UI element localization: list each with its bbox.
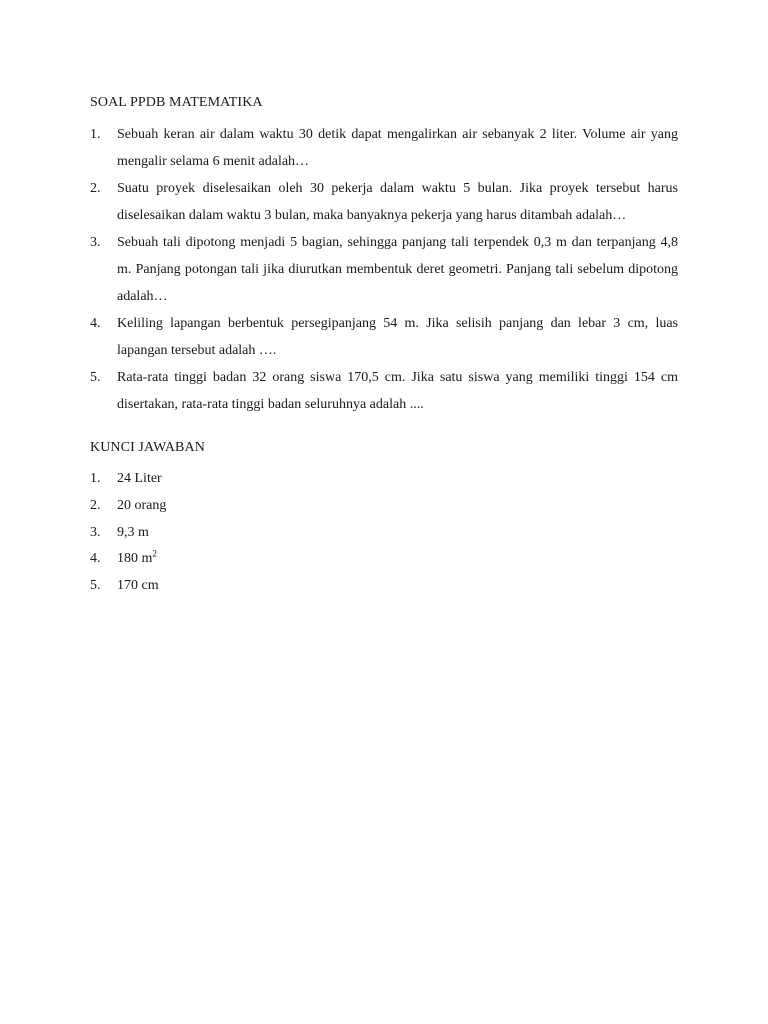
question-number: 3.	[90, 235, 101, 250]
answer-number: 2.	[90, 497, 101, 513]
answer-item	[90, 573, 166, 600]
answer-text: 180 m	[117, 551, 153, 567]
question-number: 5.	[90, 370, 101, 385]
question-item	[90, 229, 678, 310]
answer-number: 1.	[90, 471, 101, 486]
answer-item	[90, 546, 166, 573]
questions-heading: SOAL PPDB MATEMATIKA	[90, 95, 263, 110]
question-number: 4.	[90, 316, 101, 331]
answer-text: 170 cm	[117, 578, 159, 594]
answer-text: 9,3 m	[117, 524, 149, 540]
question-item	[90, 175, 678, 229]
question-item	[90, 121, 678, 175]
answer-item	[90, 466, 166, 493]
answer-item	[90, 493, 166, 520]
question-number: 2.	[90, 181, 101, 196]
question-item	[90, 310, 678, 364]
questions-list	[90, 121, 678, 418]
answer-number: 5.	[90, 578, 101, 594]
answer-superscript: 2	[152, 548, 157, 559]
question-text: Suatu proyek diselesaikan oleh 30 pekerja dalam waktu 5 bulan. Jika proyek tersebut harus diselesaikan dalam waktu 3 bulan, maka banyaknya pekerja yang harus ditambah adalah…	[117, 181, 678, 223]
question-item	[90, 364, 678, 418]
answers-list	[90, 466, 166, 600]
answer-text: 24 Liter	[117, 471, 162, 486]
question-text: Keliling lapangan berbentuk persegipanjang 54 m. Jika selisih panjang dan lebar 3 cm, luas lapangan tersebut adalah ….	[117, 316, 678, 358]
question-text: Sebuah keran air dalam waktu 30 detik dapat mengalirkan air sebanyak 2 liter. Volume air yang mengalir selama 6 menit adalah…	[117, 127, 678, 169]
answer-number: 4.	[90, 551, 101, 567]
question-number: 1.	[90, 127, 101, 142]
answer-text: 20 orang	[117, 497, 167, 513]
answer-key-heading: KUNCI JAWABAN	[90, 440, 205, 455]
question-text: Sebuah tali dipotong menjadi 5 bagian, sehingga panjang tali terpendek 0,3 m dan terpanjang 4,8 m. Panjang potongan tali jika diurutkan membentuk deret geometri. Panjang tali sebelum dipotong adalah…	[117, 235, 678, 304]
answer-item	[90, 520, 166, 547]
question-text: Rata-rata tinggi badan 32 orang siswa 170,5 cm. Jika satu siswa yang memiliki tinggi 154 cm disertakan, rata-rata tinggi badan seluruhnya adalah ....	[117, 370, 678, 412]
answer-number: 3.	[90, 524, 101, 540]
